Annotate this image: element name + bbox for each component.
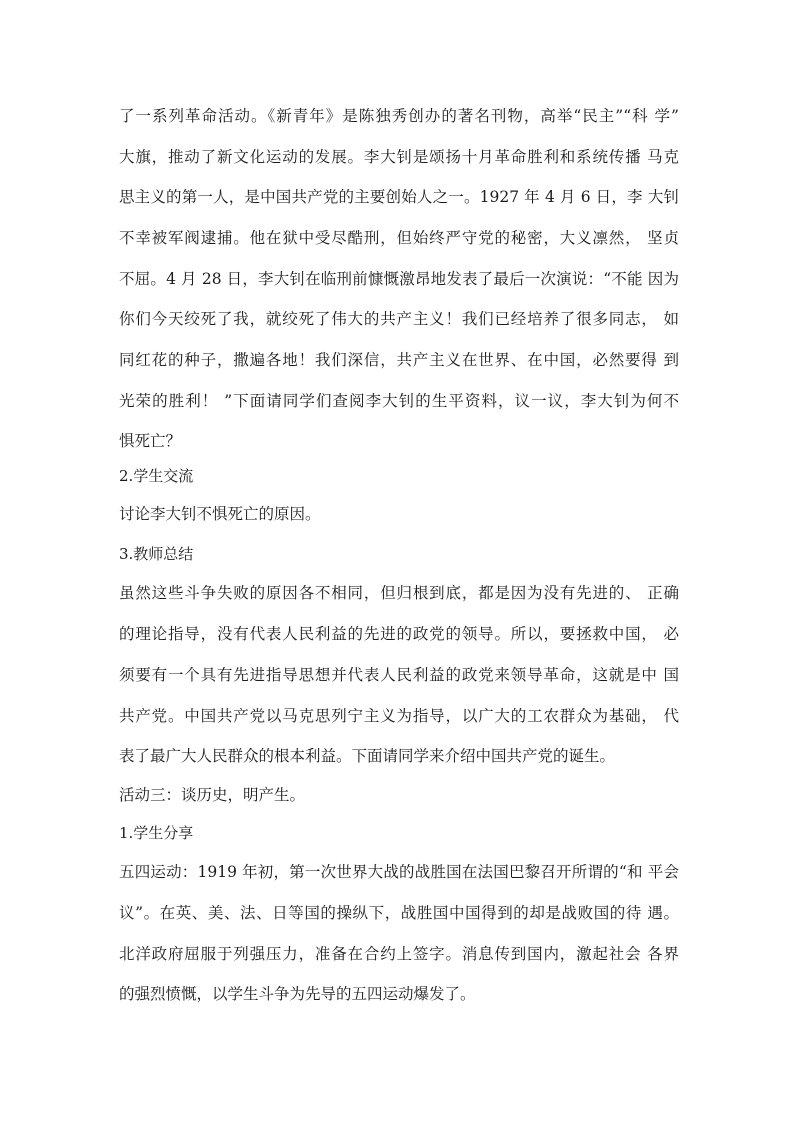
text-line-20: 五四运动：1919 年初，第一次世界大战的战胜国在法国巴黎召开所谓的“和 平会	[119, 863, 679, 881]
text-line-6: 你们今天绞死了我，就绞死了伟大的共产主义！我们已经培养了很多同志， 如	[119, 310, 679, 328]
text-line-21: 议”。在英、美、法、日等国的操纵下，战胜国中国得到的却是战败国的待 遇。	[119, 904, 679, 922]
section-heading-student-exchange: 2.学生交流	[119, 467, 194, 485]
text-line-1: 了一系列革命活动。《新青年》是陈独秀创办的著名刊物，高举“民主”“科 学”	[119, 107, 679, 125]
text-line-discussion: 讨论李大钊不惧死亡的原因。	[119, 505, 321, 523]
text-line-2: 大旗，推动了新文化运动的发展。李大钊是颂扬十月革命胜利和系统传播 马克	[119, 148, 679, 166]
text-line-7: 同红花的种子，撒遍各地！我们深信，共产主义在世界、在中国，必然要得 到	[119, 351, 679, 369]
section-heading-student-sharing: 1.学生分享	[119, 824, 194, 842]
text-line-5: 不屈。4 月 28 日，李大钊在临刑前慷慨激昂地发表了最后一次演说：“不能 因为	[119, 270, 679, 288]
text-line-17: 表了最广大人民群众的根本利益。下面请同学来介绍中国共产党的诞生。	[119, 747, 616, 765]
text-line-14: 的理论指导，没有代表人民利益的先进的政党的领导。所以，要拯救中国， 必	[119, 625, 679, 643]
text-line-13: 虽然这些斗争失败的原因各不相同，但归根到底，都是因为没有先进的、 正确	[119, 584, 679, 602]
activity-heading: 活动三：谈历史，明产生。	[119, 786, 306, 804]
text-line-23: 的强烈愤慨，以学生斗争为先导的五四运动爆发了。	[119, 985, 476, 1003]
text-line-15: 须要有一个具有先进指导思想并代表人民利益的政党来领导革命，这就是中 国	[119, 666, 679, 684]
text-line-22: 北洋政府屈服于列强压力，准备在合约上签字。消息传到国内，激起社会 各界	[119, 945, 679, 963]
section-heading-teacher-summary: 3.教师总结	[119, 545, 194, 563]
text-line-3: 思主义的第一人，是中国共产党的主要创始人之一。1927 年 4 月 6 日，李 大钊	[119, 188, 679, 206]
text-line-16: 共产党。中国共产党以马克思列宁主义为指导，以广大的工农群众为基础， 代	[119, 707, 679, 725]
text-line-8: 光荣的胜利！ ”下面请同学们查阅李大钊的生平资料，议一议，李大钊为何不	[119, 392, 679, 410]
text-line-9: 惧死亡？	[119, 432, 182, 450]
text-line-4: 不幸被军阀逮捕。他在狱中受尽酷刑，但始终严守党的秘密，大义凛然， 坚贞	[119, 229, 679, 247]
